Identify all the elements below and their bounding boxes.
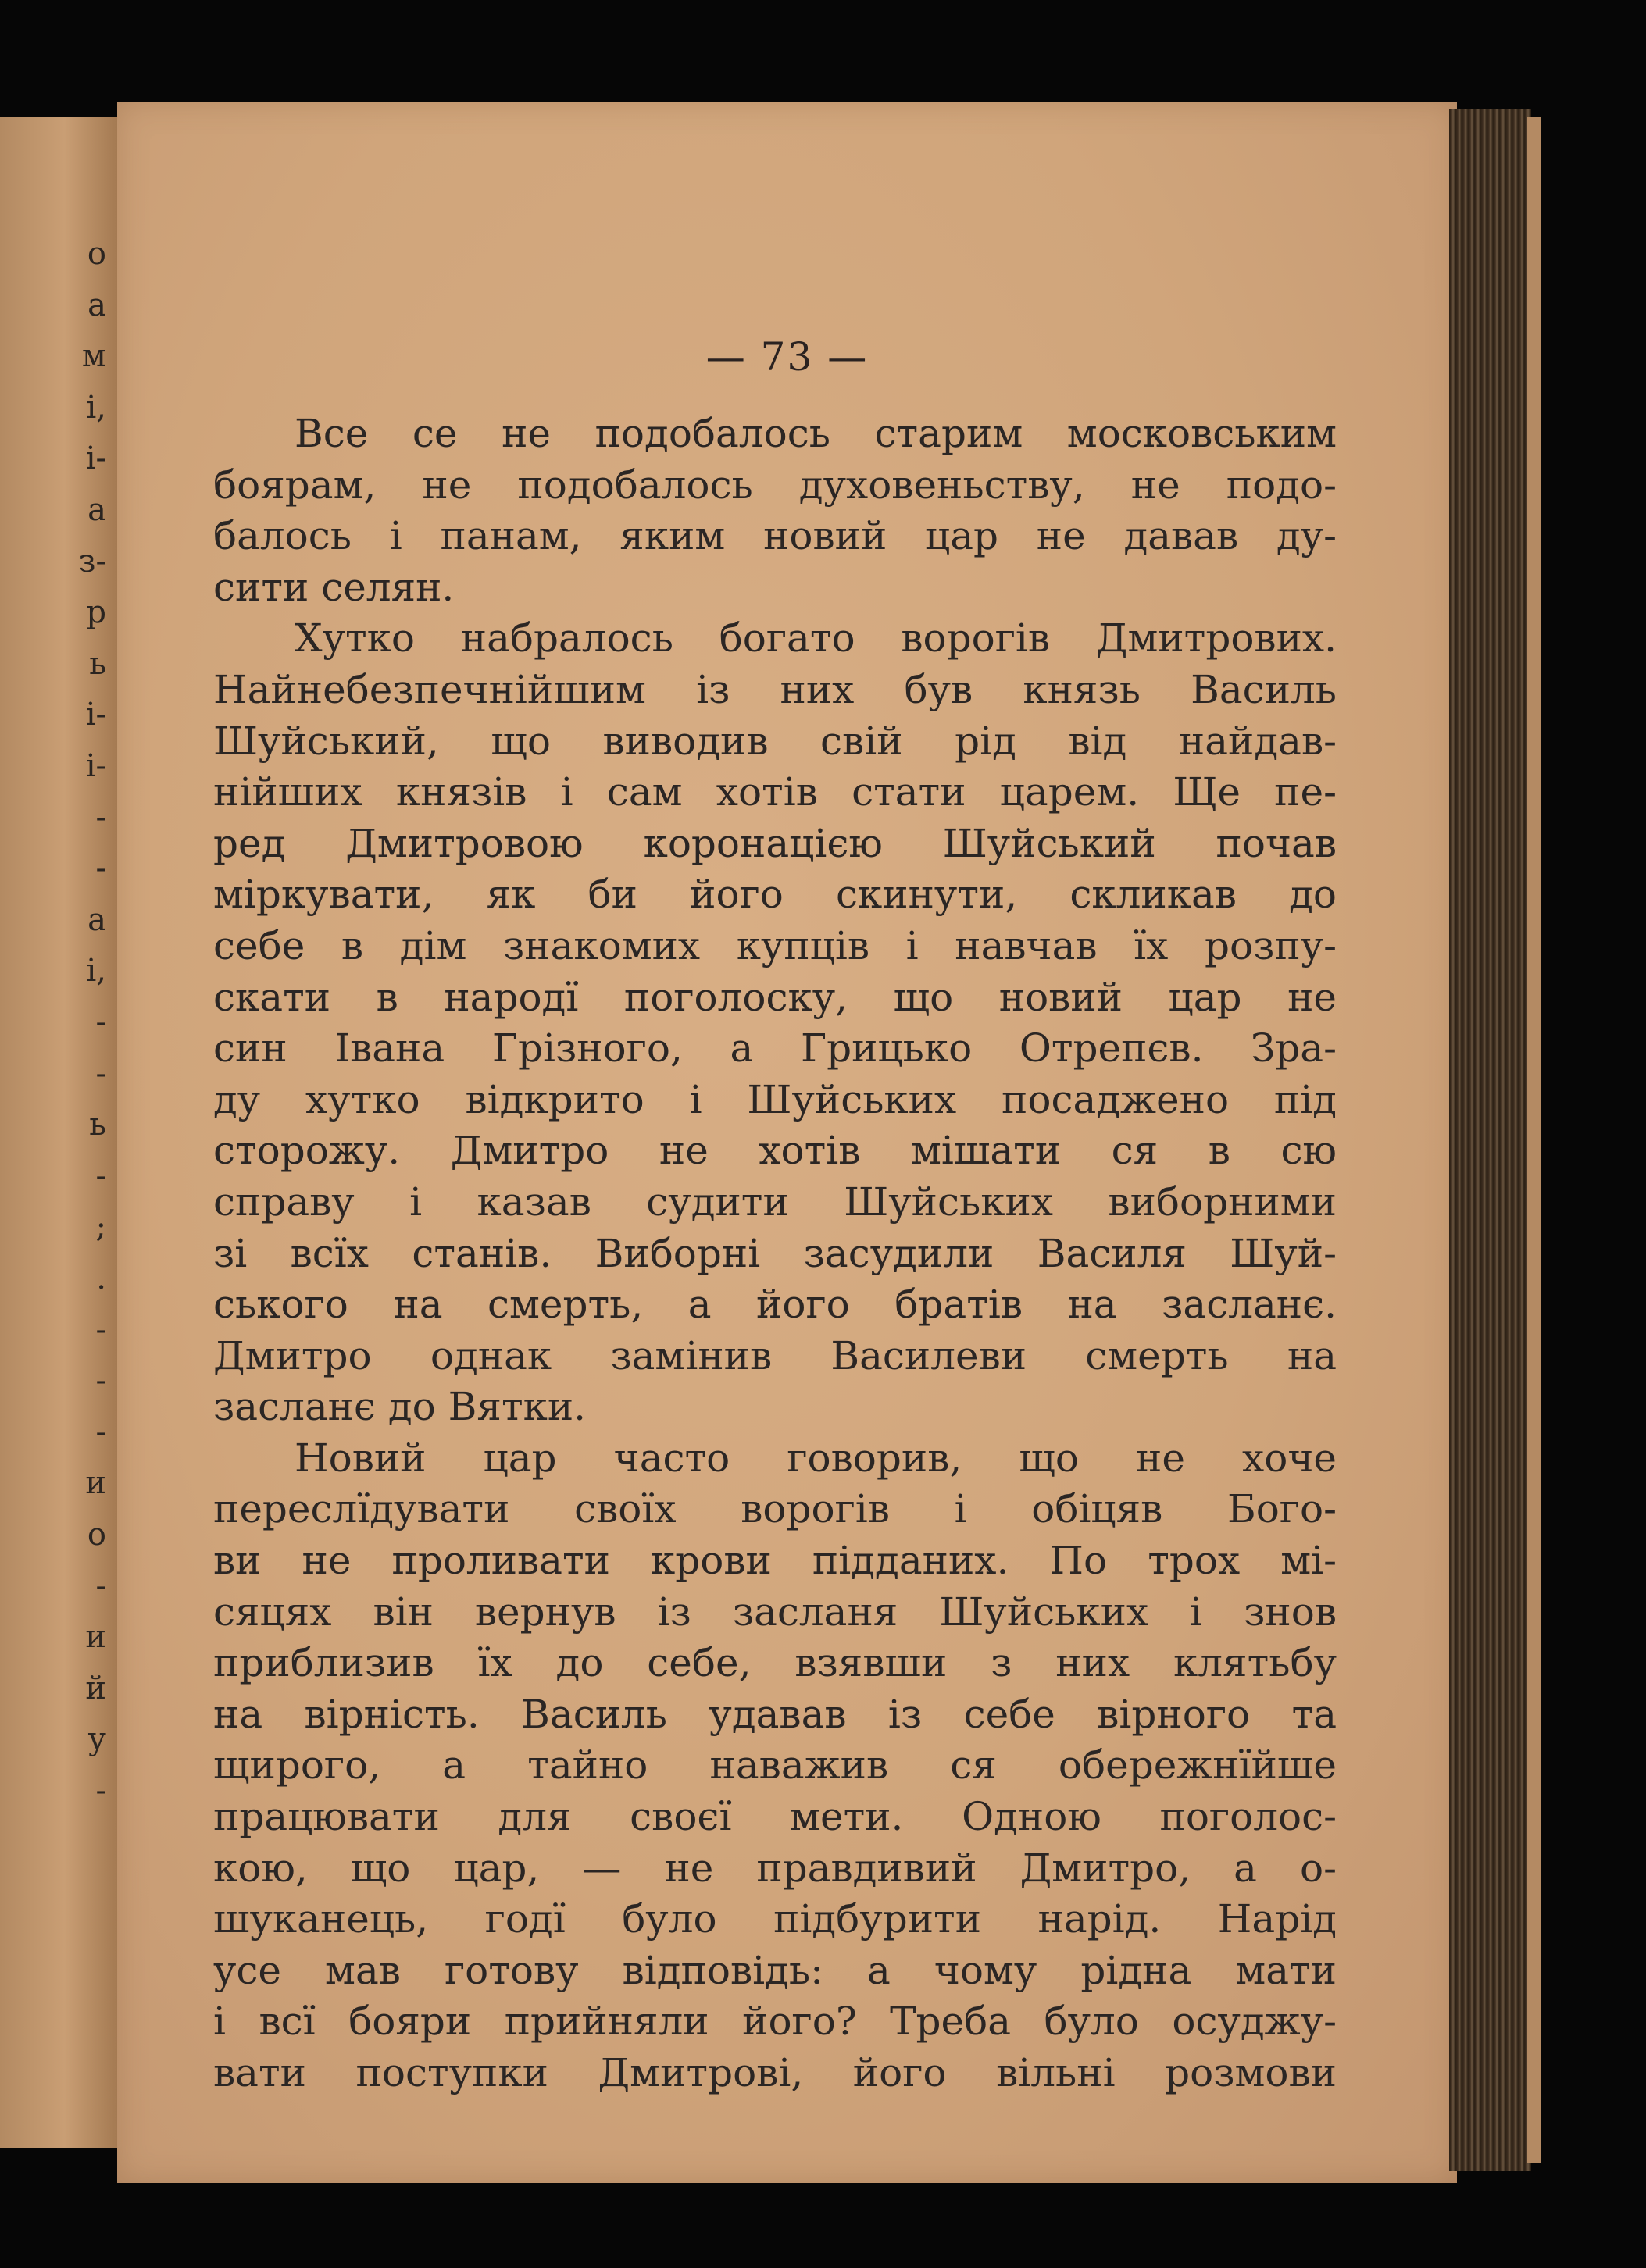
- previous-page-fragment: -: [95, 850, 106, 887]
- text-line: ду хутко відкрито і Шуйських посаджено під: [213, 1076, 1337, 1122]
- text-line: кою, що цар, — не правдивий Дмитро, а о-: [213, 1845, 1337, 1891]
- text-line: Найнебезпечнійшим із них був князь Василь: [213, 666, 1337, 712]
- previous-page-fragment: -: [95, 1004, 106, 1040]
- previous-page-fragment: -: [95, 1567, 106, 1604]
- text-line: і всї бояри прийняли його? Треба було осуджу-: [213, 1999, 1337, 2045]
- previous-page-fragment: -: [95, 1055, 106, 1092]
- text-line: щирого, а тайно наважив ся обережнїйше: [213, 1742, 1337, 1788]
- text-line: вати поступки Дмитрові, його вільні розмови: [213, 2050, 1337, 2095]
- text-line: Все се не подобалось старим московським: [295, 411, 1337, 456]
- previous-page-fragment: ;: [95, 1209, 106, 1246]
- previous-page-fragment: а: [87, 287, 106, 323]
- text-line: боярам, не подобалось духовеньству, не подо-: [213, 462, 1337, 508]
- page-edge-outer: [1527, 117, 1541, 2163]
- text-line: справу і казав судити Шуйських виборними: [213, 1179, 1337, 1225]
- previous-page-fragment: і,: [86, 389, 106, 426]
- previous-page-fragment: ь: [89, 1107, 106, 1143]
- text-line: Новий цар часто говорив, що не хоче: [295, 1435, 1337, 1481]
- text-line: приблизив їх до себе, взявши з них клятьбу: [213, 1640, 1337, 1686]
- text-line: засланє до Вятки.: [213, 1384, 587, 1430]
- page-text: [213, 408, 1337, 2099]
- previous-page-fragment: з-: [78, 543, 106, 579]
- previous-page-fragment: и: [85, 1619, 106, 1656]
- previous-page-fragment: и: [85, 1465, 106, 1502]
- text-line: скати в народї поголоску, що новий цар не: [213, 974, 1337, 1020]
- previous-page-fragment: -: [95, 799, 106, 836]
- text-line: балось і панам, яким новий цар не давав ду-: [213, 513, 1337, 559]
- text-line: себе в дім знакомих купців і навчав їх розпу-: [213, 922, 1337, 968]
- text-line: Дмитро однак замінив Василеви смерть на: [213, 1332, 1337, 1378]
- text-line: ви не проливати крови підданих. По трох мі-: [213, 1538, 1337, 1584]
- previous-page-strip: [0, 117, 117, 2148]
- text-line: зі всїх станів. Виборні засудили Василя Шуй-: [213, 1230, 1337, 1276]
- previous-page-fragment: і-: [85, 440, 106, 477]
- text-line: усе мав готову відповідь: а чому рідна мати: [213, 1947, 1337, 1993]
- text-line: син Івана Грізного, а Грицько Отрепєв. Зра-: [213, 1025, 1337, 1072]
- text-line: сити селян.: [213, 564, 455, 610]
- previous-page-fragment: ь: [89, 645, 106, 682]
- page-edge-stack: [1449, 109, 1531, 2171]
- previous-page-fragment: -: [95, 1414, 106, 1450]
- previous-page-fragment: і-: [85, 748, 106, 784]
- previous-page-fragment: й: [85, 1670, 106, 1706]
- text-line: сяцях він вернув із засланя Шуйських і знов: [213, 1589, 1337, 1635]
- text-line: на вірність. Василь удавав із себе вірного та: [213, 1691, 1337, 1737]
- text-line: працювати для своєї мети. Одною поголос-: [213, 1794, 1337, 1840]
- text-line: міркувати, як би його скинути, скликав до: [213, 872, 1337, 918]
- previous-page-fragment: -: [95, 1157, 106, 1194]
- text-line: сторожу. Дмитро не хотів мішати ся в сю: [213, 1128, 1337, 1174]
- previous-page-fragment: у: [87, 1721, 106, 1758]
- text-line: переслїдувати своїх ворогів і обіцяв Бого-: [213, 1486, 1337, 1532]
- previous-page-fragment: м: [81, 338, 106, 375]
- text-line: Хутко набралось богато ворогів Дмитрових.: [295, 615, 1337, 662]
- previous-page-fragment: -: [95, 1363, 106, 1400]
- page-number: — 73 —: [705, 334, 869, 380]
- previous-page-fragment: -: [95, 1311, 106, 1348]
- previous-page-fragment: р: [86, 594, 106, 631]
- text-line: нійших князів і сам хотів стати царем. Ще пе-: [213, 769, 1337, 815]
- previous-page-fragment: а: [87, 901, 106, 938]
- previous-page-fragment: і-: [85, 697, 106, 733]
- text-line: шуканець, годї було підбурити нарід. Нарід: [213, 1896, 1337, 1942]
- text-line: Шуйський, що виводив свій рід від найдав-: [213, 718, 1337, 764]
- text-line: ред Дмитровою коронацією Шуйський почав: [213, 820, 1337, 866]
- previous-page-fragment: а: [87, 492, 106, 528]
- previous-page-fragment: о: [87, 236, 106, 272]
- previous-page-fragment: о: [87, 1517, 106, 1553]
- previous-page-fragment: -: [95, 1773, 106, 1809]
- text-line: ського на смерть, а його братів на засланє.: [213, 1282, 1337, 1328]
- book-page: [117, 102, 1457, 2183]
- previous-page-fragment: .: [96, 1261, 106, 1296]
- previous-page-fragment: і,: [86, 953, 106, 990]
